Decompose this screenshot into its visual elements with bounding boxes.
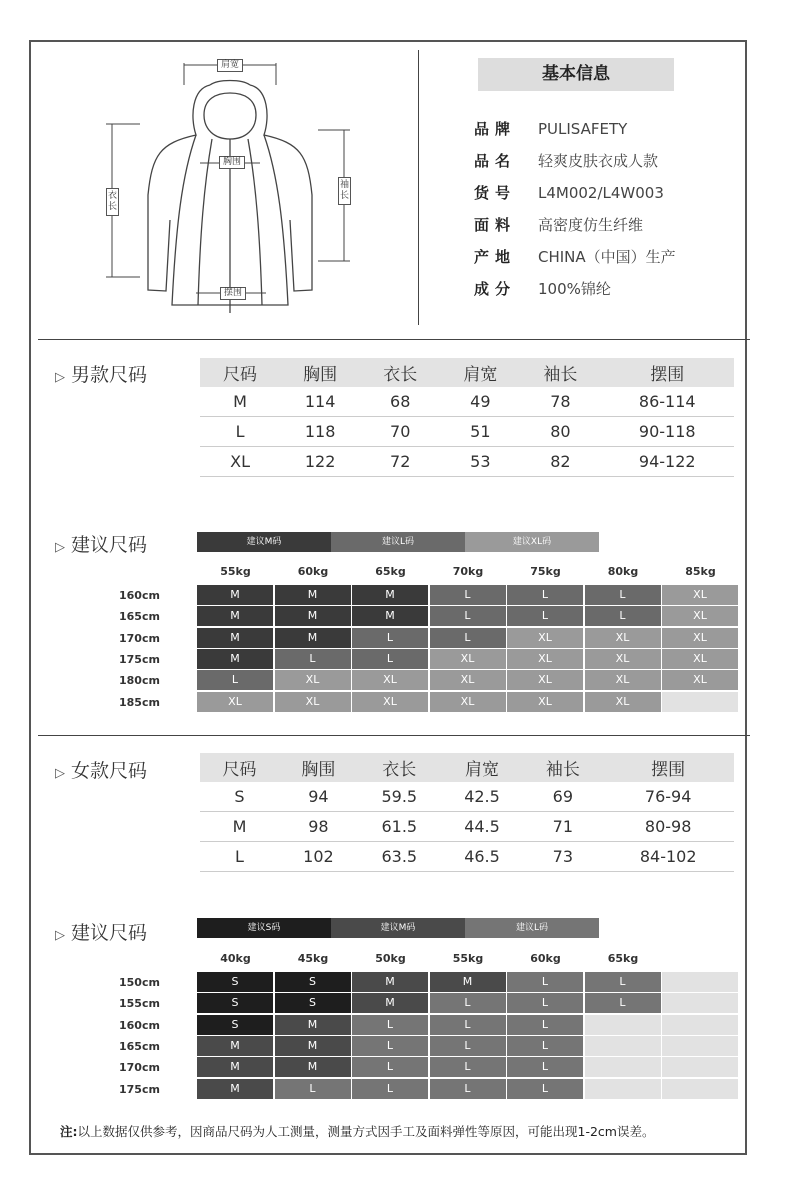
size-cell: M bbox=[275, 1015, 351, 1035]
size-cell: XL bbox=[352, 692, 428, 712]
size-cell: XL bbox=[507, 628, 583, 648]
size-cell: M bbox=[197, 649, 273, 669]
size-cell: XL bbox=[662, 649, 738, 669]
info-value: PULISAFETY bbox=[538, 120, 628, 138]
table-row bbox=[200, 842, 734, 872]
info-value: 轻爽皮肤衣成人款 bbox=[538, 152, 659, 170]
size-cell: L bbox=[275, 1079, 351, 1099]
size-cell bbox=[662, 1036, 738, 1056]
size-cell bbox=[662, 972, 738, 992]
size-cell: M bbox=[197, 1057, 273, 1077]
size-cell: S bbox=[197, 1015, 273, 1035]
table-header: 胸围 bbox=[280, 358, 360, 387]
size-cell: L bbox=[430, 1079, 506, 1099]
size-cell: XL bbox=[507, 670, 583, 690]
size-cell: XL bbox=[662, 670, 738, 690]
legend-item: 建议L码 bbox=[465, 918, 599, 938]
size-cell: S bbox=[275, 972, 351, 992]
size-cell: S bbox=[197, 993, 273, 1013]
size-cell: L bbox=[430, 1015, 506, 1035]
table-cell: 90-118 bbox=[600, 417, 734, 447]
women-suggest-heading: ▷ 建议尺码 bbox=[55, 922, 148, 944]
size-cell: L bbox=[352, 628, 428, 648]
size-cell: XL bbox=[430, 692, 506, 712]
size-cell: L bbox=[585, 606, 661, 626]
weight-label: 65kg bbox=[375, 565, 406, 578]
size-cell bbox=[662, 1057, 738, 1077]
table-cell: 42.5 bbox=[441, 782, 524, 812]
size-cell: L bbox=[430, 1036, 506, 1056]
size-cell: S bbox=[197, 972, 273, 992]
size-cell: L bbox=[275, 649, 351, 669]
size-cell: L bbox=[430, 606, 506, 626]
height-label: 150cm bbox=[119, 976, 160, 989]
table-cell: 84-102 bbox=[602, 842, 734, 872]
table-cell: 46.5 bbox=[441, 842, 524, 872]
table-header: 尺码 bbox=[200, 358, 280, 387]
size-cell: M bbox=[352, 972, 428, 992]
info-value: CHINA（中国）生产 bbox=[538, 248, 676, 266]
legend-item: 建议L码 bbox=[331, 532, 465, 552]
height-label: 170cm bbox=[119, 631, 160, 645]
table-cell: 71 bbox=[523, 812, 602, 842]
size-cell: L bbox=[585, 585, 661, 605]
table-cell: 122 bbox=[280, 447, 360, 477]
shoulder-label: 肩宽 bbox=[217, 59, 243, 72]
table-row bbox=[200, 782, 734, 812]
info-key: 产地 bbox=[474, 248, 517, 266]
table-header: 尺码 bbox=[200, 753, 279, 782]
table-header: 摆围 bbox=[602, 753, 734, 782]
height-label: 160cm bbox=[119, 589, 160, 602]
height-label: 180cm bbox=[119, 674, 160, 688]
divider-2 bbox=[38, 735, 750, 736]
size-cell bbox=[585, 1015, 661, 1035]
size-cell: M bbox=[275, 585, 351, 605]
size-cell bbox=[662, 993, 738, 1013]
weight-label: 55kg bbox=[220, 565, 251, 578]
info-value: 100%锦纶 bbox=[538, 280, 611, 298]
size-cell bbox=[662, 1015, 738, 1035]
height-label: 155cm bbox=[119, 997, 160, 1011]
women-size-heading: ▷ 女款尺码 bbox=[55, 760, 148, 782]
table-row bbox=[200, 447, 734, 477]
size-cell: L bbox=[352, 1079, 428, 1099]
size-cell bbox=[585, 1036, 661, 1056]
size-cell: L bbox=[507, 606, 583, 626]
women-suggest-legend bbox=[197, 918, 599, 938]
size-cell: L bbox=[507, 1036, 583, 1056]
height-label: 175cm bbox=[119, 652, 160, 666]
jacket-diagram bbox=[100, 55, 360, 320]
table-header: 肩宽 bbox=[441, 753, 524, 782]
table-cell: 44.5 bbox=[441, 812, 524, 842]
weight-label: 50kg bbox=[375, 952, 406, 965]
table-row bbox=[200, 812, 734, 842]
size-cell: XL bbox=[275, 692, 351, 712]
size-cell: L bbox=[430, 585, 506, 605]
size-cell: XL bbox=[275, 670, 351, 690]
table-cell: 80-98 bbox=[602, 812, 734, 842]
men-size-heading: ▷ 男款尺码 bbox=[55, 364, 148, 386]
size-cell: XL bbox=[662, 606, 738, 626]
height-label: 170cm bbox=[119, 1061, 160, 1075]
size-cell: L bbox=[507, 1057, 583, 1077]
table-cell: L bbox=[200, 842, 279, 872]
height-label: 165cm bbox=[119, 610, 160, 624]
legend-item: 建议M码 bbox=[197, 532, 331, 552]
height-label: 175cm bbox=[119, 1082, 160, 1096]
info-key: 货号 bbox=[474, 184, 517, 202]
table-cell: 94 bbox=[279, 782, 358, 812]
size-cell: M bbox=[275, 628, 351, 648]
weight-label: 70kg bbox=[452, 565, 484, 578]
women-suggest-grid bbox=[0, 952, 790, 1102]
size-cell: L bbox=[507, 585, 583, 605]
table-cell: 76-94 bbox=[602, 782, 734, 812]
info-key: 品牌 bbox=[474, 120, 517, 138]
footnote: 注:以上数据仅供参考，因商品尺码为人工测量，测量方式因手工及面料弹性等原因，可能出现1-2cm误差。 bbox=[60, 1124, 655, 1139]
size-cell: M bbox=[197, 628, 273, 648]
table-cell: S bbox=[200, 782, 279, 812]
table-cell: XL bbox=[200, 447, 280, 477]
men-size-table bbox=[200, 358, 734, 477]
table-row bbox=[200, 417, 734, 447]
height-label: 160cm bbox=[119, 1018, 160, 1032]
weight-label: 75kg bbox=[530, 565, 561, 578]
size-cell: XL bbox=[430, 670, 506, 690]
table-cell: 102 bbox=[279, 842, 358, 872]
info-value: 高密度仿生纤维 bbox=[538, 216, 644, 234]
table-cell: M bbox=[200, 812, 279, 842]
info-key: 品名 bbox=[474, 152, 517, 170]
table-cell: 94-122 bbox=[600, 447, 734, 477]
size-cell: L bbox=[352, 649, 428, 669]
weight-label: 85kg bbox=[685, 565, 716, 578]
table-cell: 114 bbox=[280, 387, 360, 417]
size-cell: XL bbox=[662, 585, 738, 605]
size-cell: S bbox=[275, 993, 351, 1013]
sleeve-label: 袖长 bbox=[338, 177, 351, 205]
table-header: 袖长 bbox=[520, 358, 600, 387]
table-cell: 69 bbox=[523, 782, 602, 812]
info-key: 成分 bbox=[474, 280, 517, 298]
size-cell: M bbox=[275, 606, 351, 626]
height-label: 185cm bbox=[119, 695, 160, 709]
table-cell: 70 bbox=[360, 417, 440, 447]
size-cell: L bbox=[507, 972, 583, 992]
size-cell: M bbox=[352, 993, 428, 1013]
size-cell: XL bbox=[352, 670, 428, 690]
info-row bbox=[474, 117, 627, 141]
info-key: 面料 bbox=[474, 216, 517, 234]
size-cell: XL bbox=[585, 692, 661, 712]
legend-item: 建议M码 bbox=[331, 918, 465, 938]
size-cell: L bbox=[430, 628, 506, 648]
size-cell: XL bbox=[585, 670, 661, 690]
divider-1 bbox=[38, 339, 750, 340]
table-header: 袖长 bbox=[523, 753, 602, 782]
table-cell: 82 bbox=[520, 447, 600, 477]
women-size-table bbox=[200, 753, 734, 872]
size-cell bbox=[585, 1079, 661, 1099]
size-cell: L bbox=[352, 1057, 428, 1077]
info-value: L4M002/L4W003 bbox=[538, 184, 664, 202]
table-cell: M bbox=[200, 387, 280, 417]
size-cell bbox=[662, 1079, 738, 1099]
table-cell: 59.5 bbox=[358, 782, 441, 812]
info-row bbox=[474, 149, 658, 173]
table-cell: 72 bbox=[360, 447, 440, 477]
size-cell: M bbox=[275, 1036, 351, 1056]
weight-label: 60kg bbox=[297, 565, 329, 578]
size-cell: M bbox=[197, 1079, 273, 1099]
table-cell: 80 bbox=[520, 417, 600, 447]
size-cell: L bbox=[585, 972, 661, 992]
info-row bbox=[474, 181, 664, 205]
legend-item: 建议XL码 bbox=[465, 532, 599, 552]
info-row bbox=[474, 213, 643, 237]
table-cell: 73 bbox=[523, 842, 602, 872]
chest-label: 胸围 bbox=[219, 156, 245, 169]
table-cell: 53 bbox=[440, 447, 520, 477]
info-row bbox=[474, 245, 676, 269]
info-divider bbox=[418, 50, 419, 325]
table-cell: L bbox=[200, 417, 280, 447]
size-cell: L bbox=[352, 1015, 428, 1035]
size-cell: M bbox=[352, 606, 428, 626]
info-title: 基本信息 bbox=[478, 58, 674, 91]
table-row bbox=[200, 387, 734, 417]
table-cell: 118 bbox=[280, 417, 360, 447]
men-suggest-grid bbox=[0, 565, 790, 715]
size-cell: M bbox=[197, 1036, 273, 1056]
table-cell: 51 bbox=[440, 417, 520, 447]
weight-label: 55kg bbox=[452, 952, 484, 965]
table-header: 衣长 bbox=[358, 753, 441, 782]
size-cell: XL bbox=[430, 649, 506, 669]
weight-label: 45kg bbox=[297, 952, 329, 965]
table-cell: 86-114 bbox=[600, 387, 734, 417]
table-header: 摆围 bbox=[600, 358, 734, 387]
size-cell bbox=[585, 1057, 661, 1077]
weight-label: 65kg bbox=[607, 952, 639, 965]
size-cell: L bbox=[197, 670, 273, 690]
size-cell: XL bbox=[585, 649, 661, 669]
size-cell: M bbox=[197, 606, 273, 626]
size-cell: L bbox=[585, 993, 661, 1013]
table-cell: 98 bbox=[279, 812, 358, 842]
size-cell: XL bbox=[585, 628, 661, 648]
table-header: 肩宽 bbox=[440, 358, 520, 387]
size-cell bbox=[662, 692, 738, 712]
table-header: 衣长 bbox=[360, 358, 440, 387]
info-row bbox=[474, 277, 611, 301]
table-header: 胸围 bbox=[279, 753, 358, 782]
size-cell: M bbox=[352, 585, 428, 605]
size-cell: L bbox=[507, 993, 583, 1013]
table-cell: 78 bbox=[520, 387, 600, 417]
size-cell: M bbox=[197, 585, 273, 605]
height-label: 165cm bbox=[119, 1039, 160, 1053]
table-cell: 68 bbox=[360, 387, 440, 417]
hem-label: 摆围 bbox=[220, 287, 246, 300]
size-cell: XL bbox=[507, 692, 583, 712]
size-cell: XL bbox=[662, 628, 738, 648]
table-cell: 49 bbox=[440, 387, 520, 417]
size-cell: XL bbox=[507, 649, 583, 669]
men-suggest-heading: ▷ 建议尺码 bbox=[55, 534, 148, 556]
table-cell: 63.5 bbox=[358, 842, 441, 872]
men-suggest-legend bbox=[197, 532, 599, 552]
weight-label: 80kg bbox=[607, 565, 639, 578]
size-cell: L bbox=[352, 1036, 428, 1056]
size-cell: XL bbox=[197, 692, 273, 712]
size-cell: L bbox=[430, 993, 506, 1013]
size-cell: L bbox=[507, 1015, 583, 1035]
size-cell: M bbox=[275, 1057, 351, 1077]
legend-item: 建议S码 bbox=[197, 918, 331, 938]
table-cell: 61.5 bbox=[358, 812, 441, 842]
size-cell: L bbox=[430, 1057, 506, 1077]
length-label: 衣长 bbox=[106, 188, 119, 216]
size-cell: M bbox=[430, 972, 506, 992]
weight-label: 60kg bbox=[530, 952, 561, 965]
weight-label: 40kg bbox=[220, 952, 251, 965]
size-cell: L bbox=[507, 1079, 583, 1099]
